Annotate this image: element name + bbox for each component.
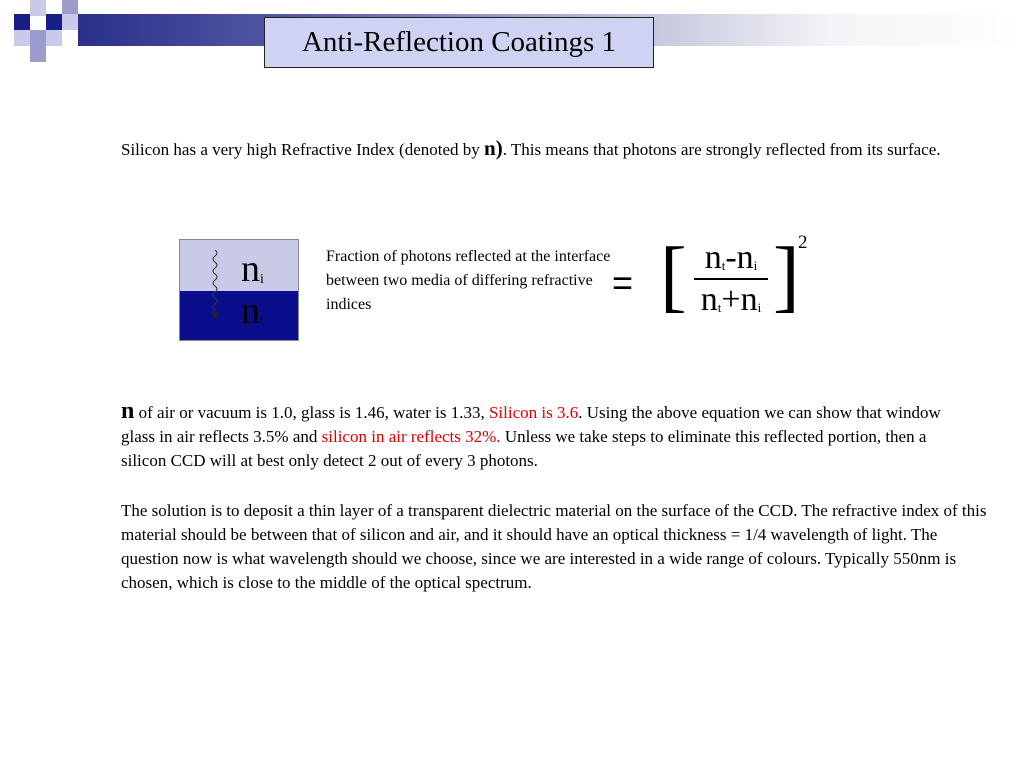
equation-right-bracket: ]	[773, 232, 800, 320]
den-n-t: n	[700, 281, 718, 318]
values-red-1: Silicon is 3.6	[488, 403, 579, 422]
num-n-i: n	[736, 239, 754, 276]
intro-text-1: Silicon has a very high Refractive Index (denoted by	[121, 140, 485, 159]
equation-left-bracket: [	[660, 232, 687, 320]
den-t-sub: t	[717, 300, 722, 315]
n-i-symbol: n	[241, 248, 260, 290]
intro-text-2: . This means that photons are strongly reflected from its surface.	[502, 140, 941, 159]
decor-square	[30, 0, 46, 16]
equation-equals: =	[612, 262, 634, 303]
slide-title: Anti-Reflection Coatings 1	[264, 17, 654, 68]
reflection-description: Fraction of photons reflected at the interface between two media of differing refractive indices	[326, 248, 611, 313]
decor-square	[62, 14, 78, 30]
equation-fraction	[694, 240, 768, 318]
num-n-t: n	[704, 239, 722, 276]
refractive-values-paragraph	[121, 399, 961, 473]
equation-exponent: 2	[798, 232, 808, 253]
den-n-i: n	[740, 281, 758, 318]
num-operator: -	[725, 239, 737, 276]
n-transmitted-label	[241, 292, 264, 339]
values-text-2: . Using the above equation we can show that window glass in air reflects 3.5% and	[121, 403, 941, 446]
incident-medium	[180, 240, 299, 291]
decor-square	[46, 14, 62, 30]
transmitted-medium	[180, 291, 299, 341]
values-text-3: Unless we take steps to eliminate this reflected portion, then a silicon CCD will at best only detect 2 out of every 3 photons.	[121, 427, 927, 470]
intro-bold-n: n)	[484, 136, 503, 160]
decor-square	[14, 14, 30, 30]
decor-square	[14, 30, 30, 46]
den-operator: +	[721, 281, 741, 318]
values-text-1: of air or vacuum is 1.0, glass is 1.46, water is 1.33,	[134, 403, 489, 422]
equation-numerator	[694, 240, 768, 280]
num-t-sub: t	[721, 258, 726, 273]
decor-square	[30, 46, 46, 62]
values-red-2: silicon in air reflects 32%.	[321, 427, 501, 446]
decor-square	[30, 30, 46, 46]
intro-paragraph	[121, 136, 961, 162]
photon-wave-icon	[208, 250, 222, 322]
values-bold-n: n	[121, 398, 135, 424]
solution-paragraph: The solution is to deposit a thin layer of a transparent dielectric material on the surface of the CCD. The refractive index of this material should be between that of silicon and air, and it should have an optical thickness = 1/4 wavelength of light. The question now is what wavelength should we choose, since we are interested in a wide range of colours. Typically 550nm is chosen, which is close to the middle of the optical spectrum.	[121, 501, 987, 592]
n-t-symbol: n	[241, 290, 260, 332]
equation-denominator	[694, 280, 768, 318]
den-i-sub: i	[757, 300, 762, 315]
media-interface-diagram	[179, 239, 299, 341]
decor-square	[46, 30, 62, 46]
num-i-sub: i	[753, 258, 758, 273]
n-t-subscript: t	[260, 314, 264, 329]
n-i-subscript: i	[260, 272, 264, 287]
